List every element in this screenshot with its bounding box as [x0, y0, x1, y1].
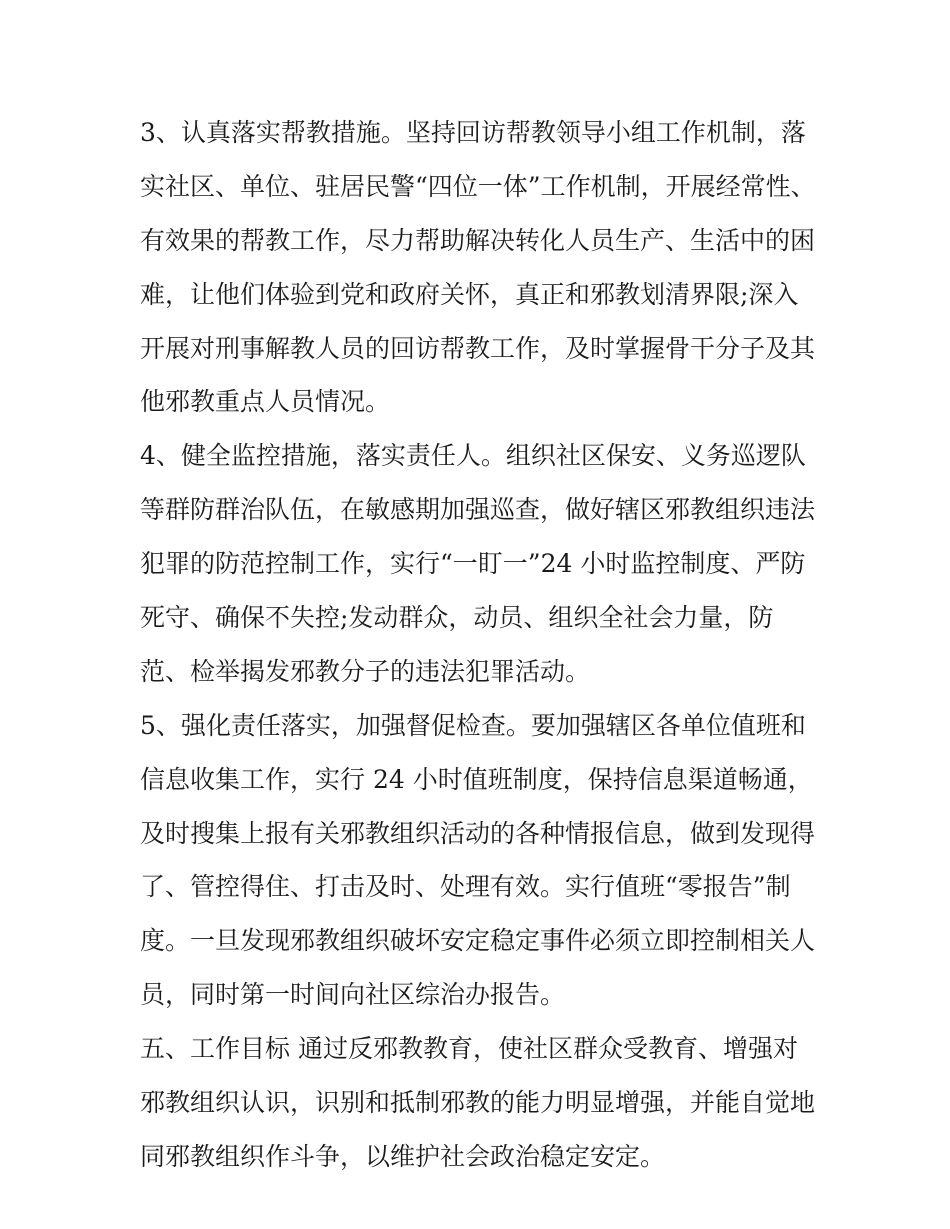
- text-line: 员，同时第一时间向社区综治办报告。: [140, 980, 566, 1010]
- text-line: 他邪教重点人员情况。: [140, 387, 391, 417]
- text-line: 有效果的帮教工作，尽力帮助解决转化人员生产、生活中的困: [140, 225, 816, 255]
- text-line: 4、健全监控措施，落实责任人。组织社区保安、义务巡逻队: [140, 441, 806, 471]
- text-line: 五、工作目标 通过反邪教教育，使社区群众受教育、增强对: [140, 1034, 798, 1064]
- text-line: 邪教组织认识，识别和抵制邪教的能力明显增强，并能自觉地: [140, 1088, 816, 1118]
- text-line: 度。一旦发现邪教组织破坏安定稳定事件必须立即控制相关人: [140, 926, 816, 956]
- text-line: 范、检举揭发邪教分子的违法犯罪活动。: [140, 656, 591, 686]
- text-line: 5、强化责任落实，加强督促检查。要加强辖区各单位值班和: [140, 710, 806, 740]
- text-line: 同邪教组织作斗争，以维护社会政治稳定安定。: [140, 1141, 666, 1171]
- text-line: 死守、确保不失控;发动群众，动员、组织全社会力量，防: [140, 603, 774, 633]
- text-line: 实社区、单位、驻居民警“四位一体”工作机制，开展经常性、: [140, 171, 816, 201]
- text-line: 犯罪的防范控制工作，实行“一盯一”24 小时监控制度、严防: [140, 549, 806, 579]
- text-line: 及时搜集上报有关邪教组织活动的各种情报信息，做到发现得: [140, 818, 816, 848]
- document-body: [140, 106, 820, 1184]
- text-line: 等群防群治队伍，在敏感期加强巡查，做好辖区邪教组织违法: [140, 495, 816, 525]
- text-line: 了、管控得住、打击及时、处理有效。实行值班“零报告”制: [140, 872, 791, 902]
- text-line: 开展对刑事解教人员的回访帮教工作，及时掌握骨干分子及其: [140, 333, 816, 363]
- text-line: 信息收集工作，实行 24 小时值班制度，保持信息渠道畅通，: [140, 764, 813, 794]
- text-line: 难，让他们体验到党和政府关怀，真正和邪教划清界限;深入: [140, 279, 799, 309]
- text-line: 3、认真落实帮教措施。坚持回访帮教领导小组工作机制，落: [140, 118, 806, 147]
